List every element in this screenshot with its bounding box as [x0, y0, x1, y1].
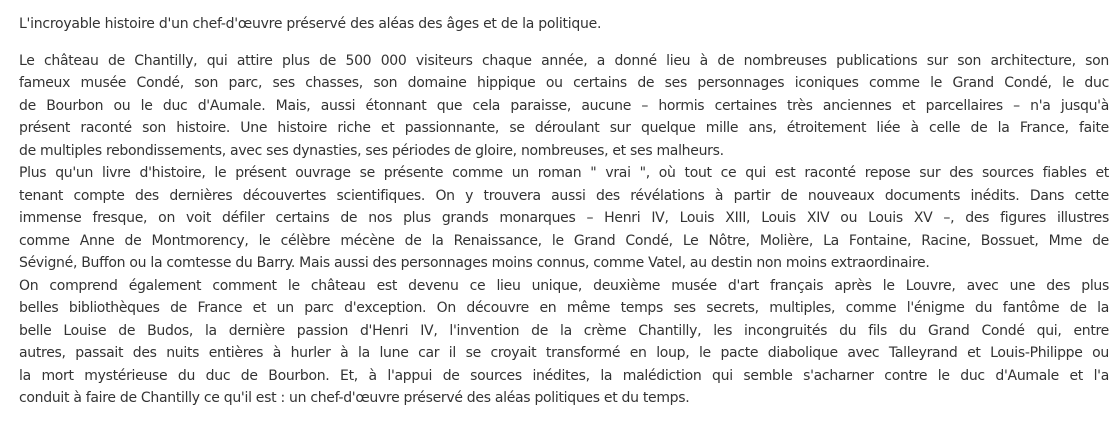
- text-line: Sévigné, Buffon ou la comtesse du Barry. Mais aussi des personnages moins connus, comme Vatel, au destin non moins extraordinaire.: [19, 255, 930, 271]
- text-line: comme Anne de Montmorency, le célèbre mécène de la Renaissance, le Grand Condé, Le Nôtre, Molière, La Fontaine, Racine, Bossuet, Mme de: [19, 232, 1109, 249]
- intro-tagline: L'incroyable histoire d'un chef-d'œuvre préservé des aléas des âges et de la politique.: [19, 16, 602, 32]
- text-line: fameux musée Condé, son parc, ses chasses, son domaine hippique ou certains de ses personnages iconiques comme le Grand Condé, le duc: [19, 75, 1109, 91]
- text-line: On comprend également comment le château est devenu ce lieu unique, deuxième musée d'art français après le Louvre, avec une des plus: [19, 277, 1109, 294]
- paragraph-novel: [19, 162, 1109, 275]
- text-line: de Bourbon ou le duc d'Aumale. Mais, aussi étonnant que cela paraisse, aucune – hormis certaines très anciennes et parcellaires – n'a jusqu'à: [19, 97, 1109, 114]
- text-line: belles bibliothèques de France et un parc d'exception. On découvre en même temps ses secrets, multiples, comme l'énigme du fantôme de la: [19, 300, 1109, 316]
- paragraph-secrets: [19, 275, 1109, 410]
- text-line: immense fresque, on voit défiler certains de nos plus grands monarques – Henri IV, Louis XIII, Louis XIV ou Louis XV –, des figures illustres: [19, 210, 1109, 226]
- text-line: Plus qu'un livre d'histoire, le présent ouvrage se présente comme un roman " vrai ", où tout ce qui est raconté repose sur des sources fiables et: [19, 165, 1109, 181]
- paragraph-history: [19, 50, 1109, 163]
- text-line: autres, passait des nuits entières à hurler à la lune car il se croyait transformé en loup, le pacte diabolique avec Talleyrand et Louis-Philippe ou: [19, 345, 1109, 361]
- text-line: conduit à faire de Chantilly ce qu'il est : un chef-d'œuvre préservé des aléas politiques et du temps.: [19, 390, 690, 406]
- text-line: tenant compte des dernières découvertes scientifiques. On y trouvera aussi des révélations à partir de nouveaux documents inédits. Dans cette: [19, 187, 1109, 204]
- text-line: la mort mystérieuse du duc de Bourbon. Et, à l'appui de sources inédites, la malédiction qui semble s'acharner contre le duc d'Aumale et l'a: [19, 367, 1109, 384]
- book-description: [19, 13, 1109, 410]
- text-line: belle Louise de Budos, la dernière passion d'Henri IV, l'invention de la crème Chantilly, les incongruités du fils du Grand Condé qui, entre: [19, 322, 1109, 339]
- text-line: de multiples rebondissements, avec ses dynasties, ses périodes de gloire, nombreuses, et ses malheurs.: [19, 142, 724, 159]
- text-line: Le château de Chantilly, qui attire plus de 500 000 visiteurs chaque année, a donné lieu à de nombreuses publications sur son architecture, son: [19, 52, 1109, 69]
- text-line: présent raconté son histoire. Une histoire riche et passionnante, se déroulant sur quelque mille ans, étroitement liée à celle de la France, faite: [19, 120, 1109, 136]
